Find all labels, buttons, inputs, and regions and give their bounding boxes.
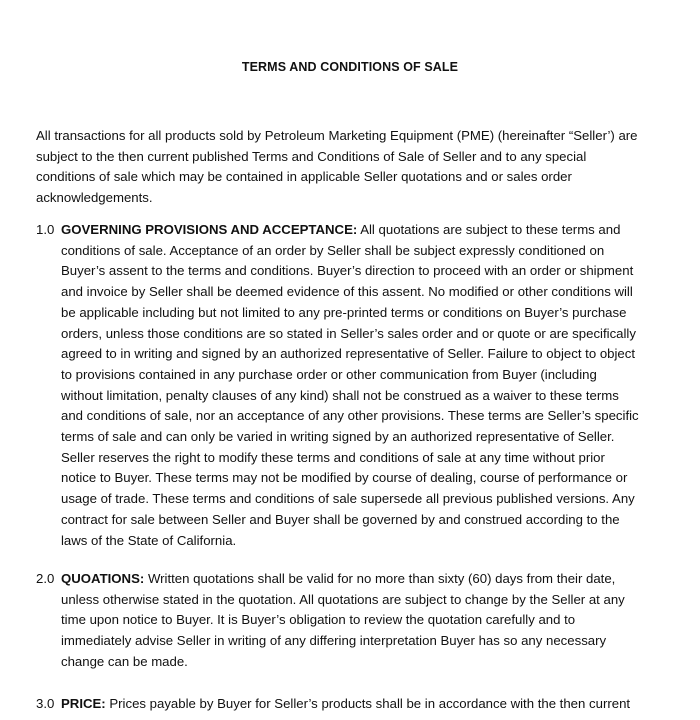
section-heading: QUOATIONS: [61, 571, 145, 586]
section-body [61, 220, 666, 551]
section-heading: GOVERNING PROVISIONS AND ACCEPTANCE: [61, 222, 358, 237]
section-line: and invoice by Seller shall be deemed evidence of this assent. No modified or other conditions will [61, 284, 633, 300]
intro-paragraph [36, 126, 666, 209]
section-number: 3.0 [36, 696, 55, 711]
section-price [36, 694, 666, 715]
section-line: usage of trade. These terms and conditions of sale supersede all previous published versions. Any [61, 491, 635, 507]
section-line: to provisions contained in any purchase order or other communication from Buyer (including [61, 366, 597, 382]
section-line: laws of the State of California. [61, 532, 237, 548]
section-line: Seller reserves the right to modify these terms and conditions of sale at any time without prior [61, 449, 605, 465]
section-line: immediately advise Seller in writing of any differing interpretation Buyer has so any necessary [61, 633, 607, 649]
intro-line: All transactions for all products sold by Petroleum Marketing Equipment (PME) (hereinafter “Seller’) are [36, 128, 638, 143]
section-line: unless otherwise stated in the quotation. All quotations are subject to change by the Seller at any [61, 591, 625, 607]
section-first-line-text: Prices payable by Buyer for Seller’s products shall be in accordance with the then current [105, 696, 631, 711]
section-line: contract for sale between Seller and Buyer shall be governed by and construed according to the [61, 511, 620, 527]
section-body [61, 569, 666, 673]
section-number: 1.0 [36, 222, 55, 237]
section-line: terms of sale and can only be varied in writing signed by an authorized representative of Seller. [61, 429, 615, 445]
document-title: TERMS AND CONDITIONS OF SALE [241, 60, 459, 74]
intro-line: conditions of sale which may be contained in applicable Seller quotations and or sales order [36, 169, 572, 185]
section-line: conditions of sale. Acceptance of an order by Seller shall be subject expressly conditioned on [61, 242, 605, 258]
section-governing-provisions [36, 220, 666, 551]
section-line: notice to Buyer. These terms may not be modified by course of dealing, course of performance or [61, 470, 628, 486]
section-first-line [61, 694, 666, 715]
section-line: Buyer’s assent to the terms and conditions. Buyer’s direction to proceed with an order or shipment [61, 263, 634, 279]
section-body [61, 694, 666, 715]
intro-line: acknowledgements. [36, 190, 153, 206]
section-number: 2.0 [36, 571, 55, 586]
section-first-line [61, 220, 666, 241]
section-line: without limitation, penalty clauses of any kind) shall not be construed as a waiver to these terms [61, 387, 619, 403]
section-line: time upon notice to Buyer. It is Buyer’s obligation to review the quotation carefully and to [61, 612, 576, 628]
intro-line: subject to the then current published Terms and Conditions of Sale of Seller and to any special [36, 148, 587, 164]
section-line: agreed to in writing and signed by an authorized representative of Seller. Failure to object to object [61, 346, 636, 362]
section-line: be applicable including but not limited to any pre-printed terms or conditions on Buyer’s purchase [61, 304, 627, 320]
section-heading: PRICE: [61, 696, 106, 711]
section-line: and conditions of sale, nor an acceptance of any other provisions. These terms are Seller’s specific [61, 408, 639, 424]
section-first-line-text: Written quotations shall be valid for no more than sixty (60) days from their date, [144, 571, 616, 586]
section-first-line-text: All quotations are subject to these terms and [357, 222, 621, 237]
section-line: change can be made. [61, 653, 188, 669]
section-quotations [36, 569, 666, 673]
section-first-line [61, 569, 666, 590]
section-line: orders, unless those conditions are so stated in Seller’s sales order and or quote or are specifically [61, 325, 636, 341]
